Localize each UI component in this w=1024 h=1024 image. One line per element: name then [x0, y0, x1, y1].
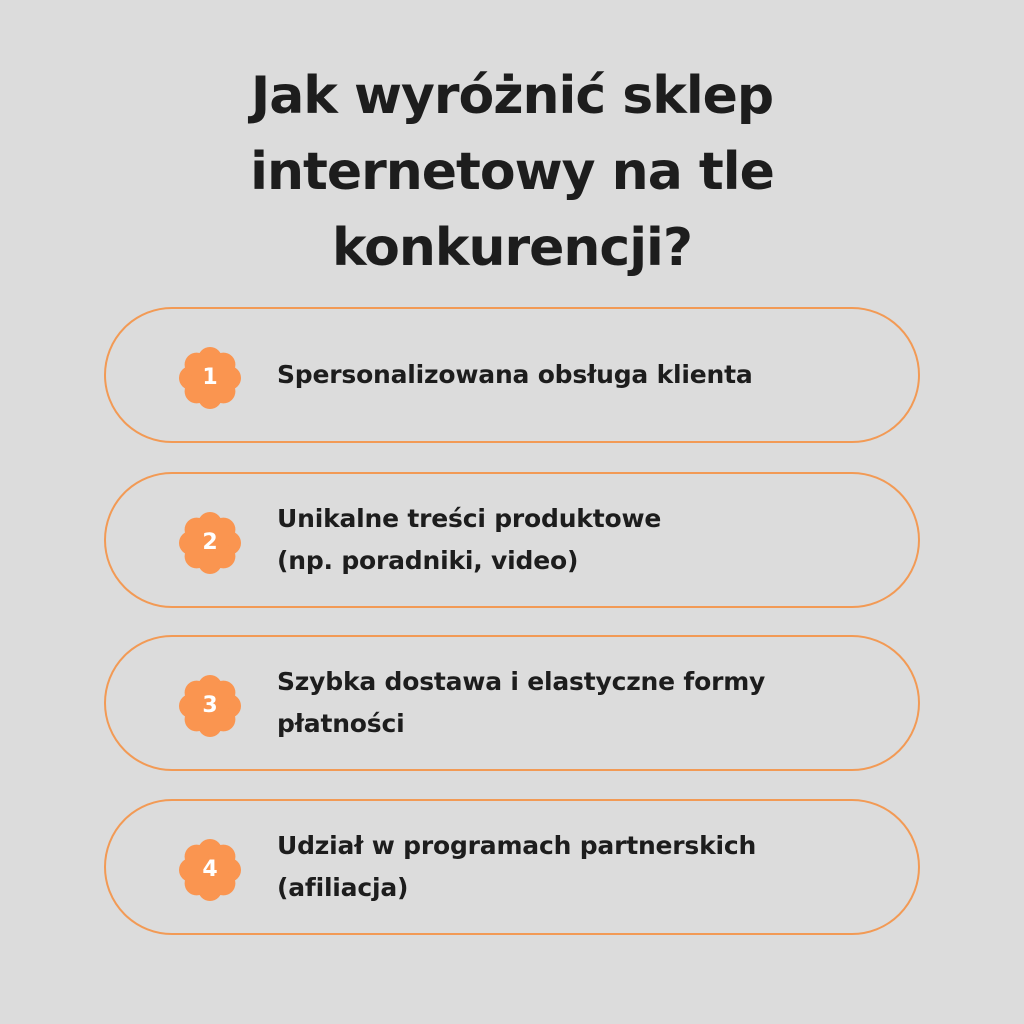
number-badge — [179, 347, 241, 409]
number-badge — [179, 675, 241, 737]
item-text-line: (afiliacja) — [277, 873, 409, 902]
item-text — [277, 354, 858, 396]
list-item-4 — [104, 799, 920, 935]
item-text-line: Udział w programach partnerskich — [277, 831, 757, 860]
item-text — [277, 661, 858, 745]
item-text — [277, 825, 858, 909]
item-text-line: Unikalne treści produktowe — [277, 504, 662, 533]
badge-number: 2 — [202, 530, 218, 555]
list-item-3 — [104, 635, 920, 771]
badge-number: 4 — [202, 857, 218, 882]
list-item-2 — [104, 472, 920, 608]
item-text-line: Szybka dostawa i elastyczne formy — [277, 667, 766, 696]
title-line: konkurencji? — [331, 218, 693, 278]
item-text-line: Spersonalizowana obsługa klienta — [277, 360, 753, 389]
title-line: internetowy na tle — [250, 142, 774, 202]
item-text-line: płatności — [277, 709, 405, 738]
item-text-line: (np. poradniki, video) — [277, 546, 579, 575]
page-title — [0, 58, 1024, 286]
number-badge — [179, 512, 241, 574]
badge-number: 1 — [202, 365, 218, 390]
title-line: Jak wyróżnić sklep — [250, 66, 774, 126]
badge-number: 3 — [202, 693, 218, 718]
number-badge — [179, 839, 241, 901]
item-text — [277, 498, 858, 582]
list-item-1 — [104, 307, 920, 443]
